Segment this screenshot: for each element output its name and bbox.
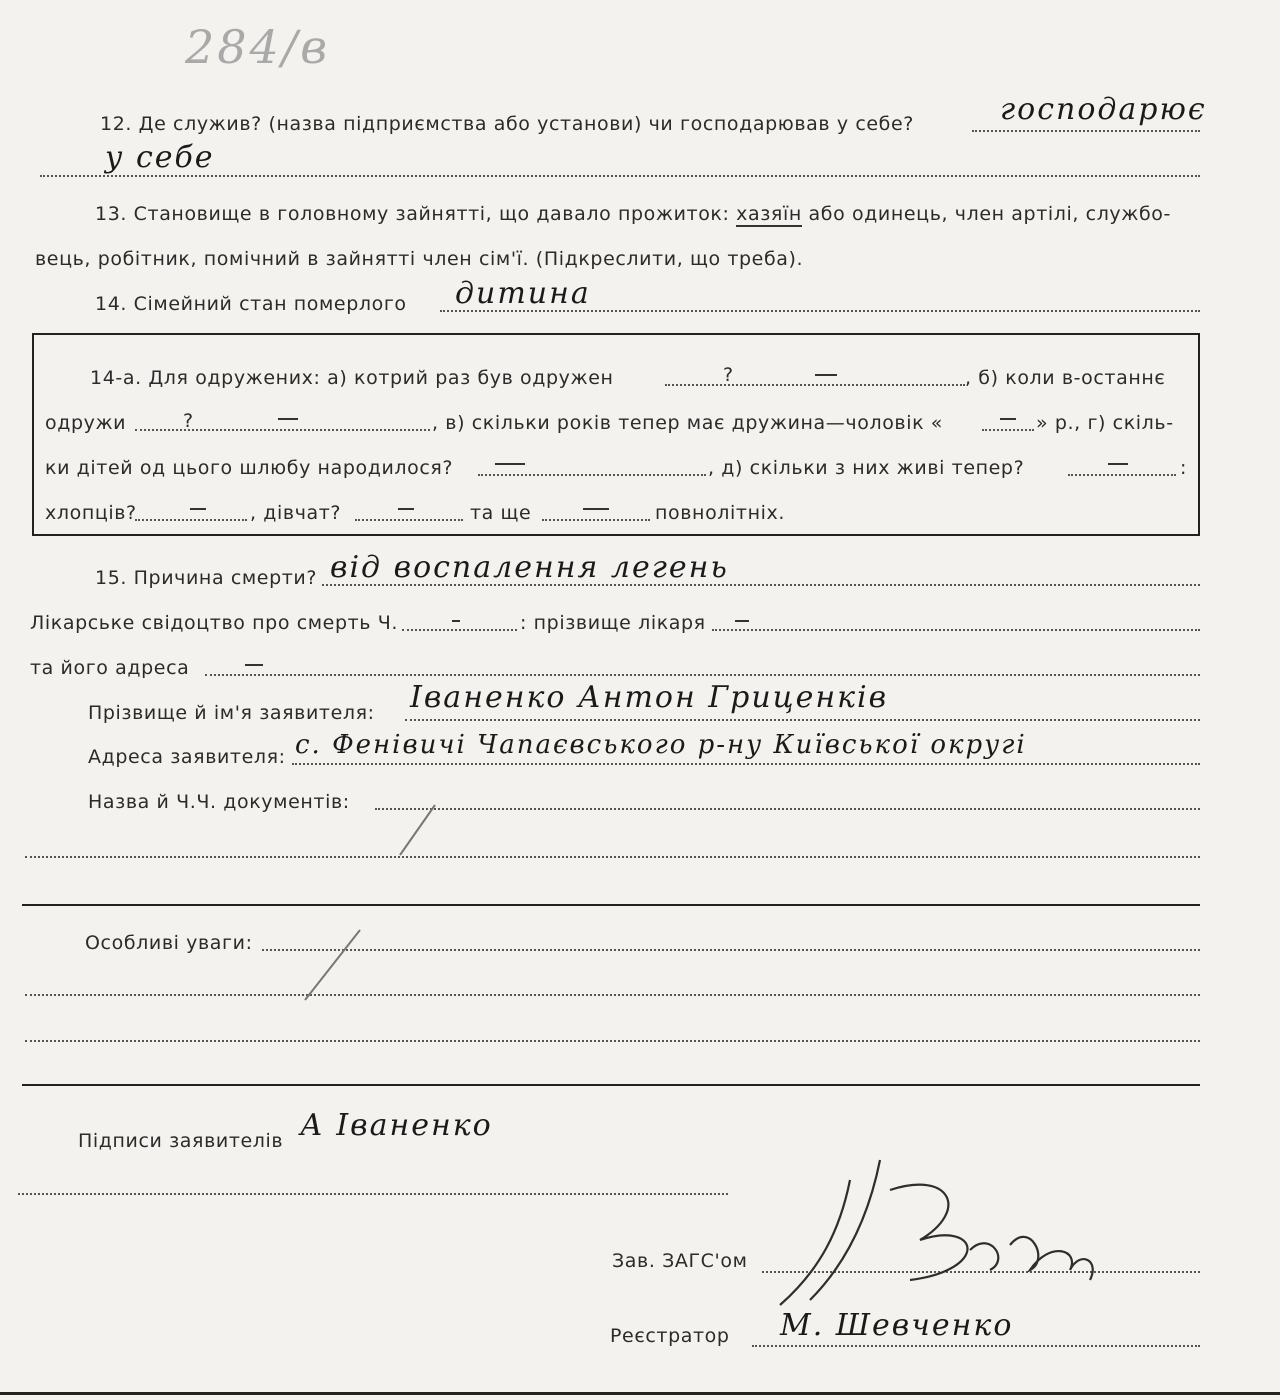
q13-underlined-option: хазяїн	[736, 203, 802, 225]
q14a-line4-d: повнолітніх.	[655, 502, 785, 524]
q14a-line4-adults-dash	[583, 508, 609, 510]
q14a-line3-dash	[495, 463, 525, 465]
applicant-name-value: Іваненко Антон Гриценків	[410, 680, 889, 715]
q14a-line3-dots	[478, 474, 706, 476]
q15-address-dots	[205, 674, 1200, 676]
remarks-line-1	[262, 949, 1200, 951]
q14a-line4-c: та ще	[470, 502, 532, 524]
q14a-line3-b: , д) скільки з них живі тепер?	[708, 457, 1025, 479]
q14a-line4-boys-dash	[190, 508, 206, 510]
q14a-line1-qmark: ?	[723, 364, 734, 386]
applicant-docs-line	[375, 808, 1200, 810]
registrar-label: Реєстратор	[610, 1325, 730, 1347]
q14a-line2-wife-dots	[982, 429, 1034, 431]
q12-answer-line	[972, 130, 1200, 132]
applicant-docs-line-2	[25, 856, 1200, 858]
q14a-line2-dash	[278, 418, 298, 420]
q15-doctor-dash	[735, 620, 749, 622]
q14a-line1-dots	[665, 384, 965, 386]
registrar-signature: М. Шевченко	[780, 1308, 1014, 1343]
applicant-docs-label: Назва й Ч.Ч. документів:	[88, 791, 350, 813]
q15-answer: від воспалення легень	[330, 550, 729, 585]
q12-answer-line2: у себе	[105, 140, 215, 175]
q13-line1	[95, 203, 1171, 225]
q15-cert-dots	[402, 629, 517, 631]
q14a-line4-a: хлопців?	[45, 502, 137, 524]
q14a-line3-alive-dash	[1108, 463, 1128, 465]
q15-label: 15. Причина смерти?	[95, 567, 318, 589]
q14a-line2-c: » р., г) скіль-	[1036, 412, 1174, 434]
q15-address-dash	[245, 664, 263, 666]
q14a-line3-alive-dots	[1068, 474, 1176, 476]
applicant-name-label: Прізвище й ім'я заявителя:	[88, 702, 375, 724]
bottom-edge	[0, 1392, 1280, 1395]
q14a-line2-wife-dash	[1000, 418, 1016, 420]
remarks-label: Особливі уваги:	[85, 932, 253, 954]
q15-cert-dash	[452, 620, 460, 622]
remarks-line-3	[25, 1040, 1200, 1042]
q14a-line1-a: 14-а. Для одружених: а) котрий раз був одружен	[90, 367, 614, 389]
remarks-slash-mark	[290, 925, 380, 1005]
q14a-line2-a: одружи	[45, 412, 127, 434]
applicant-signature: А Іваненко	[300, 1108, 493, 1143]
q15-doctor-label: : прізвище лікаря	[520, 612, 706, 634]
q14a-line4-girls-dash	[398, 508, 414, 510]
q14a-line4-adults-dots	[542, 519, 650, 521]
q14a-line4-boys-dots	[135, 519, 247, 521]
archive-number: 284/в	[185, 20, 331, 74]
q14a-line3-a: ки дітей од цього шлюбу народилося?	[45, 457, 454, 479]
q14a-line4-b: , дівчат?	[250, 502, 342, 524]
q13-line1-after: або одинець, член артілі, службо-	[808, 203, 1171, 225]
q15-cert-label: Лікарське свідоцтво про смерть Ч.	[30, 612, 398, 634]
docs-slash-mark	[380, 800, 460, 860]
q14a-line4-girls-dots	[355, 519, 463, 521]
q14a-line2-b: , в) скільки років тепер має дружина—чоловік «	[432, 412, 944, 434]
registrar-signature-line	[752, 1345, 1200, 1347]
applicants-signature-line	[18, 1193, 728, 1195]
zags-signature-mark	[750, 1150, 1110, 1320]
applicant-address-line	[292, 763, 1200, 765]
q14a-line2-dots	[135, 429, 430, 431]
q13-line2: вець, робітник, помічний в зайнятті член сім'ї. (Підкреслити, що треба).	[35, 248, 804, 270]
q14-label: 14. Сімейний стан померлого	[95, 293, 407, 315]
q12-label: 12. Де служив? (назва підприємства або установи) чи господарював у себе?	[100, 113, 914, 135]
q14a-line2-qmark: ?	[183, 410, 194, 432]
q14-answer: дитина	[455, 276, 591, 311]
q14a-line1-b: , б) коли в-останнє	[965, 367, 1166, 389]
q12-answer-line1: господарює	[1000, 92, 1207, 127]
q14a-line3-c: :	[1180, 457, 1188, 479]
section-divider-1	[22, 904, 1200, 906]
section-divider-2	[22, 1084, 1200, 1086]
q15-doctor-dots	[712, 629, 1200, 631]
q14a-line1-dash	[815, 374, 837, 376]
remarks-line-2	[25, 994, 1200, 996]
q14a-married-box	[32, 333, 1200, 536]
q15-address-label: та його адреса	[30, 657, 190, 679]
applicant-address-label: Адреса заявителя:	[88, 746, 286, 768]
applicant-name-line	[405, 719, 1200, 721]
zags-label: Зав. ЗАГС'ом	[612, 1250, 748, 1272]
applicants-signature-label: Підписи заявителів	[78, 1130, 284, 1152]
q13-line1-before: 13. Становище в головному зайнятті, що давало прожиток:	[95, 203, 730, 225]
applicant-address-value: с. Фенівичі Чапаєвського р-ну Київської округі	[295, 730, 1027, 760]
q12-answer-line-2	[40, 175, 1200, 177]
